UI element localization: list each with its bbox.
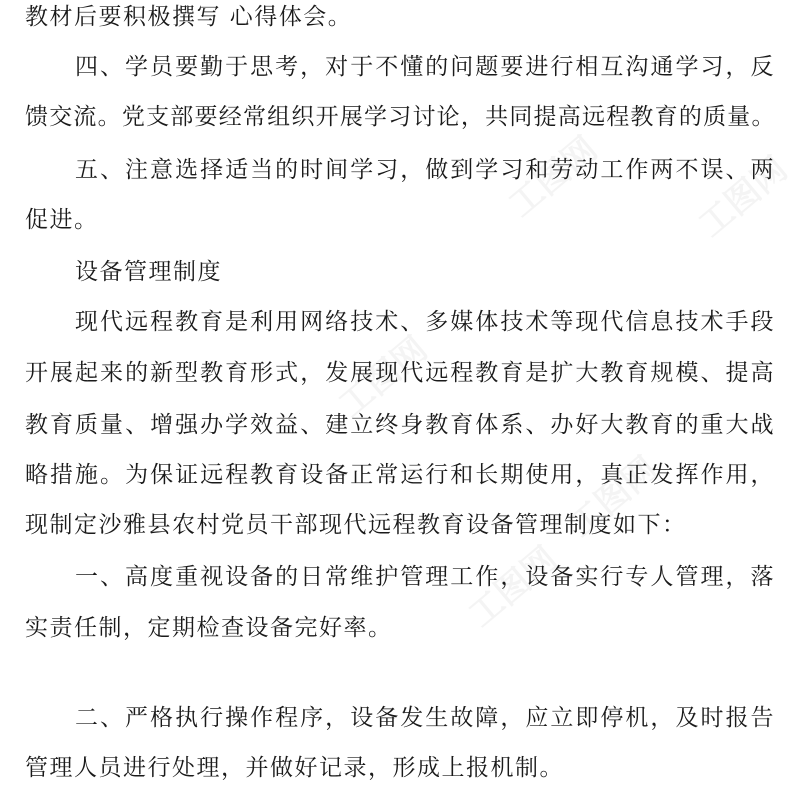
- text-line: 教育质量、增强办学效益、建立终身教育体系、办好大教育的重大战: [25, 412, 775, 438]
- text-line: 实责任制，定期检查设备完好率。: [25, 615, 393, 641]
- section-heading: 设备管理制度: [75, 259, 222, 285]
- text-line: 促进。: [25, 207, 99, 233]
- text-line: 略措施。为保证远程教育设备正常运行和长期使用，真正发挥作用，: [25, 462, 775, 488]
- text-line: 现代远程教育是利用网络技术、多媒体技术等现代信息技术手段: [75, 309, 775, 335]
- text-line: 开展起来的新型教育形式，发展现代远程教育是扩大教育规模、提高: [25, 360, 775, 386]
- text-line: 管理人员进行处理，并做好记录，形成上报机制。: [25, 755, 564, 781]
- text-line: 四、学员要勤于思考，对于不懂的问题要进行相互沟通学习，反: [75, 54, 775, 80]
- text-line: 五、注意选择适当的时间学习，做到学习和劳动工作两不误、两: [75, 157, 775, 183]
- text-line: 教材后要积极撰写 心得体会。: [25, 4, 353, 30]
- text-line: 一、高度重视设备的日常维护管理工作，设备实行专人管理，落: [75, 564, 775, 590]
- text-line: 现制定沙雅县农村党员干部现代远程教育设备管理制度如下：: [25, 512, 687, 538]
- text-line: 二、严格执行操作程序，设备发生故障，应立即停机，及时报告: [75, 705, 775, 731]
- text-line: 馈交流。党支部要经常组织开展学习讨论，共同提高远程教育的质量。: [25, 104, 775, 130]
